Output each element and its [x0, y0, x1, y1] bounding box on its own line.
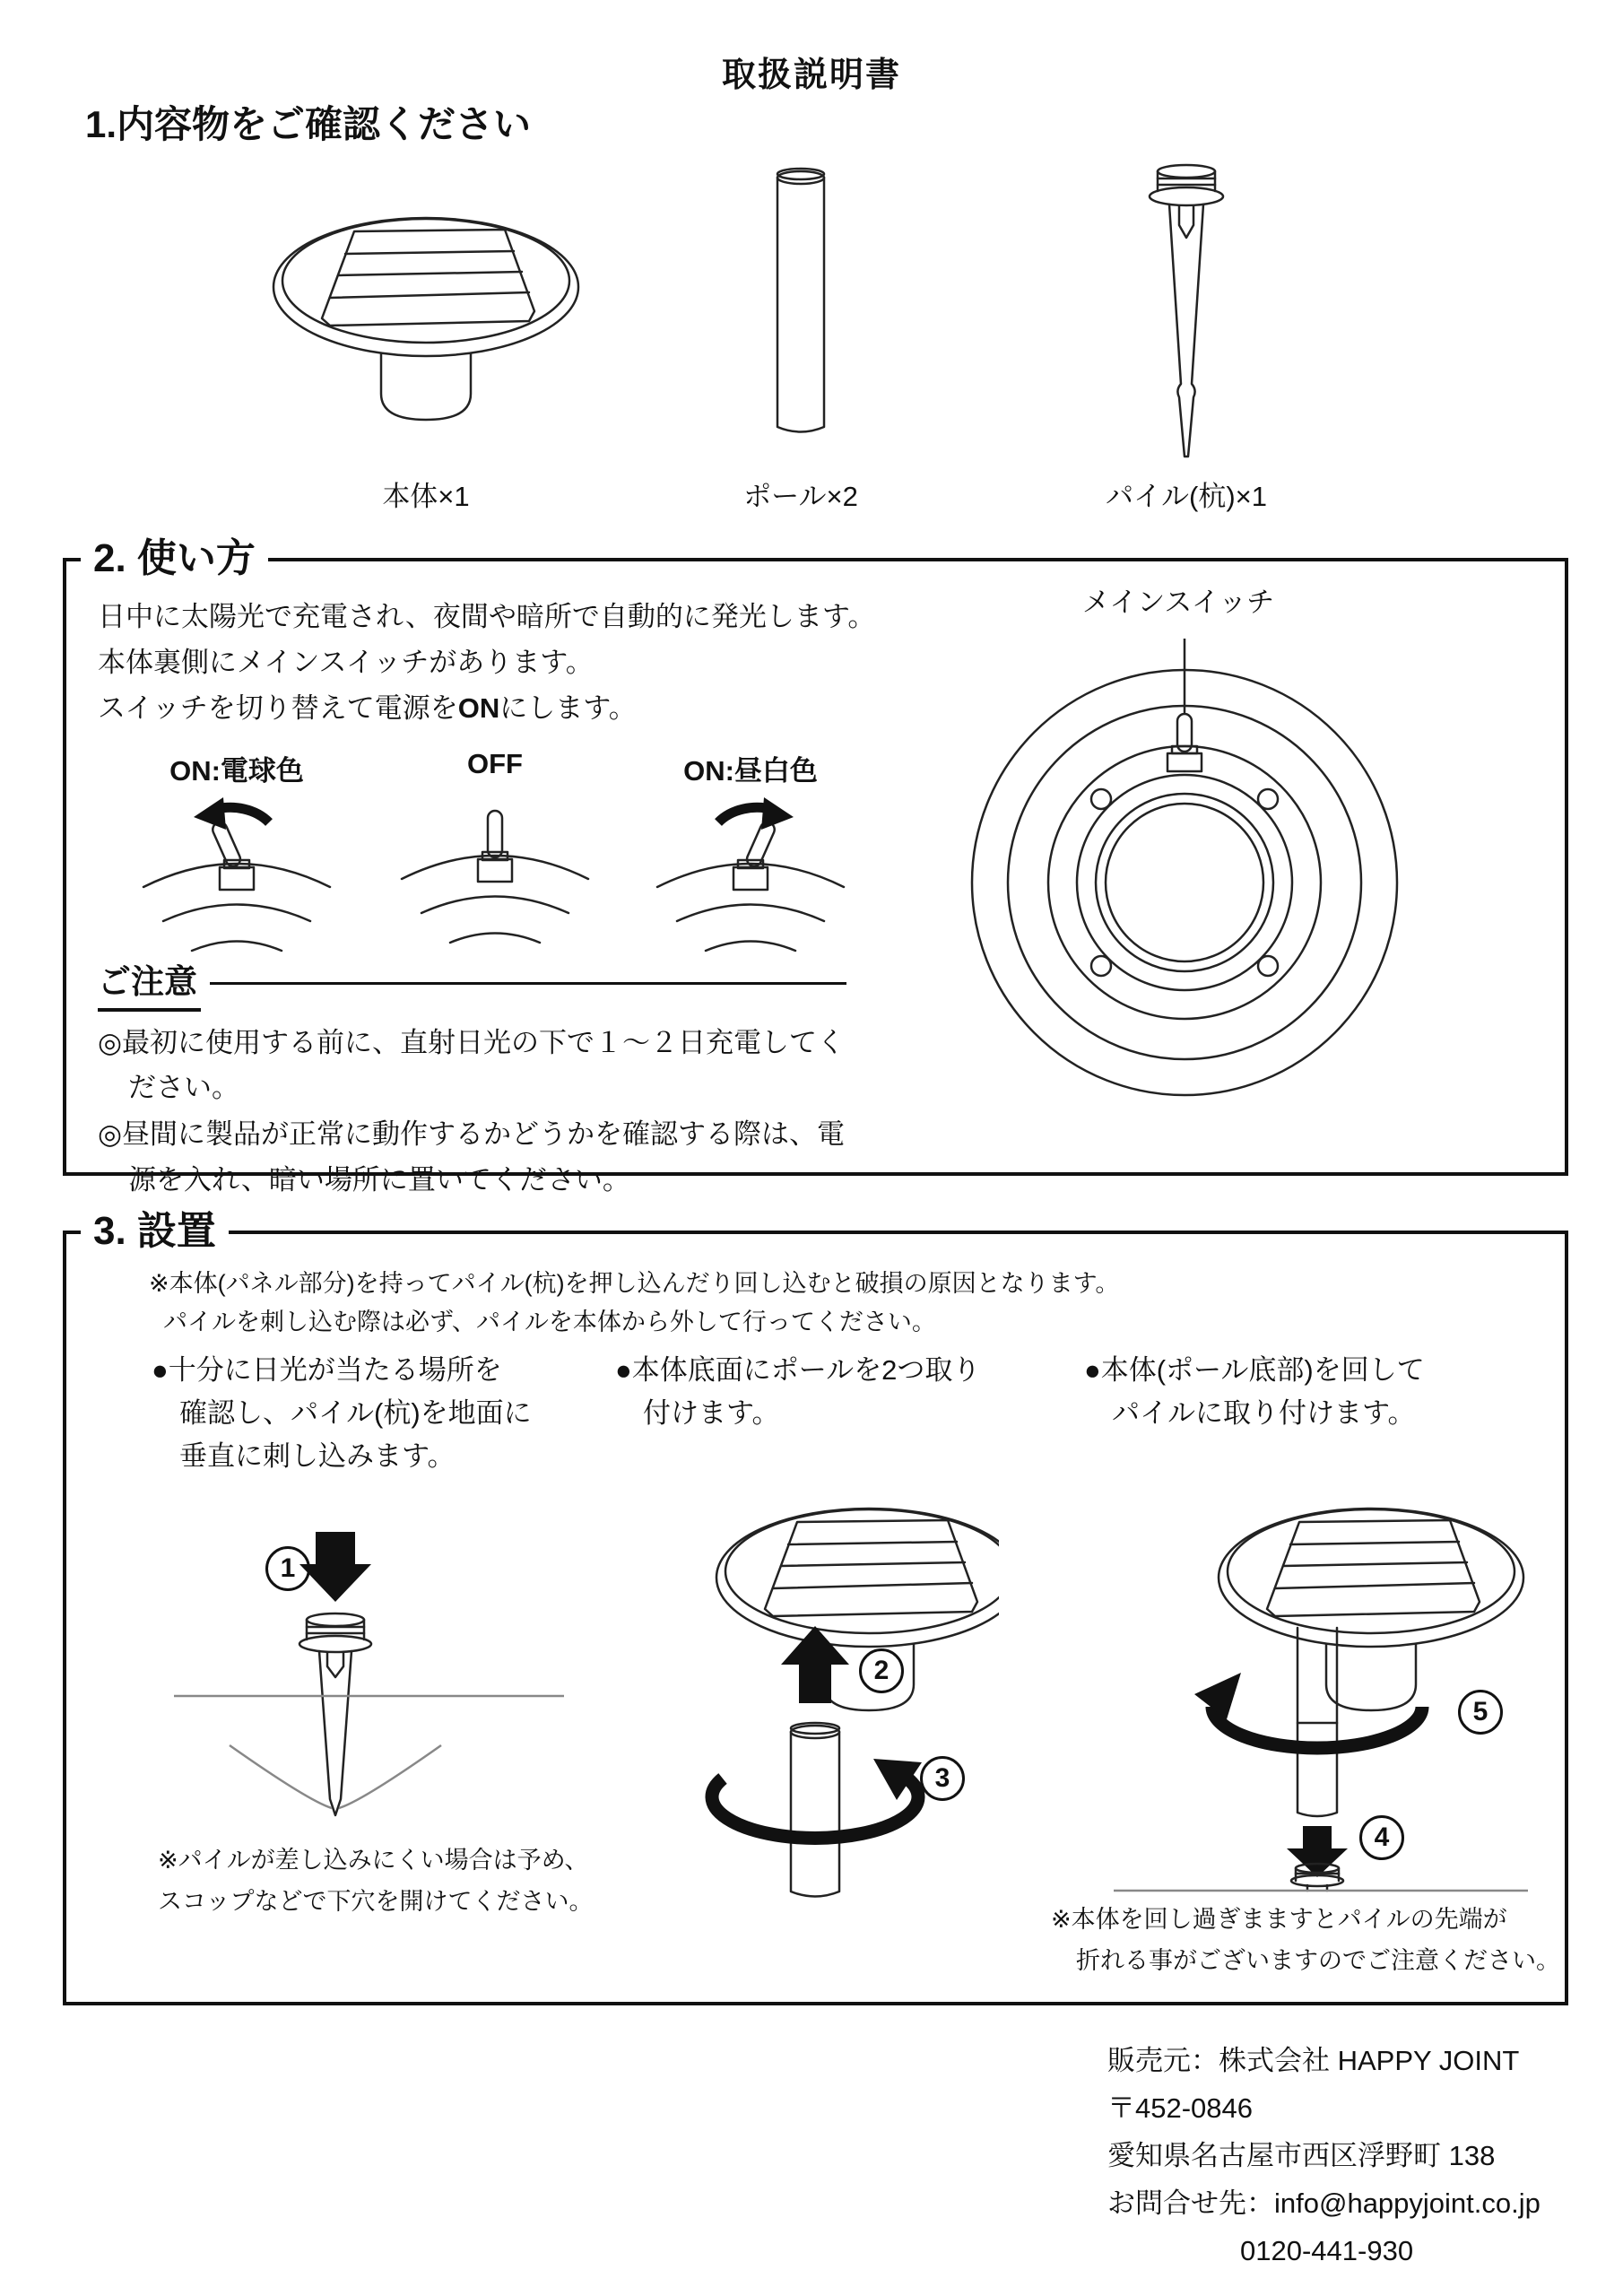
section3-heading: 3. 設置: [81, 1204, 229, 1259]
step2-line: 付けます。: [643, 1397, 780, 1430]
main-switch-label: メインスイッチ: [1081, 587, 1275, 618]
pole-illustration: [769, 163, 832, 441]
seller-contact-email: お問合せ先：info@happyjoint.co.jp: [1107, 2187, 1541, 2219]
switch-state-on-warm: [116, 748, 358, 952]
item-label-pile: パイル(杭)×1: [1106, 481, 1267, 512]
switch-state-off: [396, 748, 594, 944]
step1-text: [152, 1349, 532, 1478]
seller-postal-code: 〒452-0846: [1107, 2092, 1254, 2124]
intro-line-3-post: にします。: [499, 692, 637, 725]
step-number-5: 5: [1458, 1690, 1503, 1735]
pile-stake-illustration: [1146, 160, 1227, 465]
seller-info: [1107, 2047, 1541, 2284]
item-label-pole: ポール×2: [743, 481, 858, 512]
step2-illustration: [622, 1463, 999, 1911]
step3-note-line: 折れる事がございますのでご注意ください。: [1076, 1946, 1560, 1974]
step-number-3: 3: [920, 1756, 965, 1801]
seller-address: 愛知県名古屋市西区浮野町 138: [1107, 2140, 1496, 2171]
item-label-body: 本体×1: [382, 481, 470, 512]
step3-line: ●本体(ポール底部)を回して: [1084, 1354, 1425, 1386]
step3-illustration: [1107, 1463, 1564, 1911]
caution-item: ◎最初に使用する前に、直射日光の下で１〜２日充電してください。: [98, 1027, 846, 1104]
toggle-switch-right-icon: [652, 796, 849, 952]
switch-label-off: OFF: [467, 748, 523, 779]
section2-intro: [98, 594, 875, 731]
switch-label-on-warm: ON:電球色: [169, 755, 304, 787]
step3-note-line: ※本体を回し過ぎまますとパイルの先端が: [1051, 1906, 1507, 1933]
body-unit-illustration: [265, 172, 587, 441]
page-title: 取扱説明書: [721, 57, 901, 94]
section2-usage-panel: [63, 536, 1568, 1196]
toggle-switch-center-icon: [396, 787, 594, 944]
step3-note: [1051, 1900, 1560, 1982]
step2-text: [615, 1349, 980, 1435]
toggle-switch-left-icon: [138, 796, 335, 952]
warning-line-1: ※本体(パネル部分)を持ってパイル(杭)を押し込んだり回し込むと破損の原因となります。: [149, 1270, 1120, 1297]
intro-line-3-pre: スイッチを切り替えて電源を: [98, 692, 458, 725]
step2-line: ●本体底面にポールを2つ取り: [615, 1354, 981, 1386]
step-number-4: 4: [1359, 1815, 1404, 1860]
caution-heading-row: [98, 954, 846, 1012]
caution-list: [98, 1021, 860, 1205]
section3-install-panel: [63, 1209, 1568, 2005]
step1-note-line: ※パイルが差し込みにくい場合は予め、: [158, 1847, 589, 1874]
step3-text: [1084, 1349, 1425, 1435]
caution-heading: ご注意: [98, 954, 201, 1012]
switch-label-on-daylight: ON:昼白色: [683, 755, 818, 787]
step-number-2: 2: [859, 1648, 904, 1693]
step1-illustration: [174, 1530, 595, 1839]
intro-line-1: 日中に太陽光で充電され、夜間や暗所で自動的に発光します。: [98, 601, 876, 632]
step1-line: ●十分に日光が当たる場所を: [152, 1354, 502, 1386]
intro-line-3: [98, 685, 875, 731]
intro-line-2: 本体裏側にメインスイッチがあります。: [98, 647, 594, 679]
section1-heading: 1.内容物をご確認ください: [85, 103, 532, 145]
step-number-1: 1: [265, 1546, 310, 1591]
seller-company: 販売元：株式会社 HAPPY JOINT: [1107, 2045, 1520, 2076]
switch-state-on-daylight: [629, 748, 872, 952]
step3-line: パイルに取り付けます。: [1112, 1397, 1416, 1430]
section3-warning-note: [149, 1265, 1119, 1342]
step1-note: [158, 1840, 593, 1923]
seller-phone: 0120-441-930: [1240, 2235, 1414, 2266]
warning-line-2: パイルを刺し込む際は必ず、パイルを本体から外して行ってください。: [163, 1309, 936, 1336]
intro-line-3-on: ON: [457, 692, 500, 725]
step1-note-line: スコップなどで下穴を開けてください。: [158, 1887, 594, 1915]
section2-heading: 2. 使い方: [81, 531, 268, 587]
step1-line: 確認し、パイル(杭)を地面に: [179, 1397, 532, 1430]
caution-item: ◎昼間に製品が正常に動作するかどうかを確認する際は、電源を入れ、暗い場所に置いてください。: [98, 1118, 846, 1196]
caution-rule: [210, 982, 846, 985]
bottom-view-illustration: [963, 639, 1429, 1159]
step1-line: 垂直に刺し込みます。: [179, 1440, 456, 1473]
